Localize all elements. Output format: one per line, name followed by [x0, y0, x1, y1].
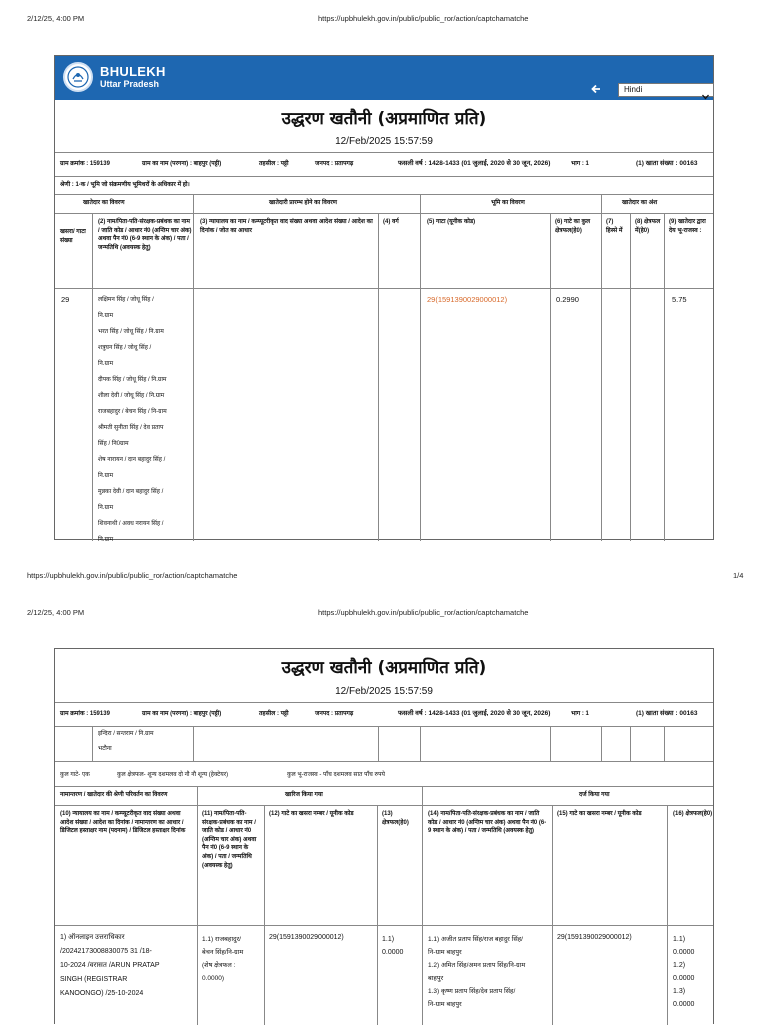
meta-part-2: भाग : 1 — [571, 711, 589, 717]
cont-owner-line: इन्दिरा / सन्तराम / नि.ग्राम — [98, 731, 154, 737]
group-header-share: खातेदार का अंश — [622, 200, 658, 206]
owner-line: शत्रुघन सिंह / जोधू सिंह / — [98, 345, 152, 351]
c10-line: SINGH (REGISTRAR — [60, 976, 128, 983]
print-url-2: https://upbhulekh.gov.in/public/public_ror/action/captchamatche — [318, 608, 529, 617]
col-header-11: (11) नाम/पिता-पति-संरक्षक-प्रबंधक का नाम / जाति कोड / आधार नं0 (अन्तिम चार अंक) अथवा पैन नं0 (6-9 स्थान के अंक) / पता / जन्मतिथि (अवयस्क हेतु) — [202, 811, 257, 869]
meta-fasli-2: फसली वर्ष : 1428-1433 (01 जुलाई, 2020 से 30 जून, 2026) — [398, 710, 551, 717]
meta-tehsil-2: तहसील : पट्टी — [259, 711, 289, 717]
c10-line: 10-2024 /वरासत /ARUN PRATAP — [60, 962, 160, 969]
col-header-7: (7) हिस्से में — [606, 219, 623, 234]
brand-name[interactable]: BHULEKH — [100, 64, 166, 79]
c14-line: 1.1) अजीत प्रताप सिंह/राज बहादुर सिंह/ — [428, 936, 523, 943]
meta-village-code: ग्राम क्रमांक : 159139 — [60, 161, 110, 167]
owner-line: नि.ग्राम — [98, 505, 114, 511]
brand-state: Uttar Pradesh — [100, 79, 160, 89]
c11-line: (शेष क्षेत्रफल : — [202, 962, 236, 969]
col-header-9: (9) खातेदार द्वारा देय भू-राजस्व : — [669, 219, 706, 234]
print-datetime: 2/12/25, 4:00 PM — [27, 14, 85, 23]
row-c10 — [60, 931, 195, 1001]
total-gata: कुल गाटे- एक — [60, 772, 90, 778]
c11-line: 1.1) राजबहादुर/ — [202, 936, 241, 943]
col-header-5: (5) गाटा (यूनीक कोड) — [427, 219, 476, 225]
row-c15: 29(1591390029000012) — [557, 934, 632, 941]
owner-line: शिवनाथी / अवध नरायन सिंह / — [98, 521, 164, 527]
meta-district: जनपद : प्रतापगढ़ — [315, 161, 354, 167]
category-line: श्रेणी : 1-क / भूमि जो संक्रमणीय भूमिधरों के अधिकार में हो। — [60, 182, 190, 188]
owner-line: नि.ग्राम — [98, 361, 114, 367]
footer-url: https://upbhulekh.gov.in/public/public_ror/action/captchamatche — [27, 571, 238, 580]
meta-village-name: ग्राम का नाम (परगना) : बाहपुर (पट्टी) — [142, 161, 222, 167]
c14-line: नि-ग्राम बाहपुर — [428, 1001, 462, 1008]
row-c12: 29(1591390029000012) — [269, 934, 344, 941]
col-header-10: (10) न्यायालय का नाम / कम्प्यूटरीकृत वाद संख्या अथवा आदेश संख्या / आदेश का दिनांक / नामान्तरण का आधार / डिजिटल हस्ताक्षर नाम (पदनाम) / डिजिटल हस्ताक्षर दिनांक — [60, 811, 186, 835]
header-bar — [55, 56, 713, 100]
meta-fasli: फसली वर्ष : 1428-1433 (01 जुलाई, 2020 से 30 जून, 2026) — [398, 160, 551, 167]
c16-line: 0.0000 — [673, 1001, 695, 1008]
owner-line: शेष नारायन / दान बहादुर सिंह / — [98, 457, 166, 463]
c16-line: 1.1) — [673, 936, 686, 943]
meta-part: भाग : 1 — [571, 161, 589, 167]
group-header-order: खातेदारी प्रारम्भ होने का विवरण — [269, 200, 337, 206]
row-area: 0.2990 — [556, 295, 579, 304]
c14-line: नि-ग्राम बाहपुर — [428, 949, 462, 956]
col-header-16: (16) क्षेत्रफल(हे0) — [673, 811, 713, 817]
owner-line: लक्षिमन सिंह / जोधू सिंह / — [98, 297, 154, 303]
document-sheet-1 — [54, 55, 714, 543]
c14-line: 1.2) अमित सिंह/अमन प्रताप सिंह/नि-ग्राम — [428, 962, 526, 969]
document-timestamp-2: 12/Feb/2025 15:57:59 — [335, 686, 433, 697]
c16-line: 0.0000 — [673, 975, 695, 982]
owner-line: मुन्नका देवी / दान बहादुर सिंह / — [98, 489, 164, 495]
col-header-8: (8) क्षेत्रफल में(हे0) — [635, 219, 661, 234]
c16-line: 1.3) — [673, 988, 686, 995]
document-title-2: उद्धरण खतौनी (अप्रमाणित प्रति) — [281, 658, 487, 678]
c13-line: 0.0000 — [382, 949, 404, 956]
language-selected-value: Hindi — [624, 85, 643, 94]
owner-line: श्रीमती सुनीता सिंह / देव प्रताप — [98, 425, 164, 431]
col-header-13: (13) क्षेत्रफल(हे0) — [382, 811, 409, 826]
col-header-15: (15) गाटे का खसरा नम्बर / यूनीक कोड — [557, 811, 642, 817]
owner-line: शीला देवी / जोधू सिंह / नि.ग्राम — [98, 393, 165, 399]
owner-line: दीपक सिंह / जोधू सिंह / नि.ग्राम — [98, 377, 167, 383]
print-url: https://upbhulekh.gov.in/public/public_ror/action/captchamatche — [318, 14, 529, 23]
row-khasra: 29 — [61, 295, 70, 304]
col-header-4: (4) वर्ग — [383, 219, 399, 225]
c10-line: /20242173008830075 31 /18- — [60, 948, 152, 955]
total-revenue: कुल भू-राजस्व - पाँच दशमलव सात पाँच रुपये — [287, 772, 385, 778]
emblem-icon — [63, 62, 93, 92]
c14-line: बाहपुर — [428, 975, 444, 982]
document-sheet-2 — [54, 648, 714, 1024]
c11-line: 0.0000) — [202, 975, 225, 982]
row-c14 — [428, 933, 552, 1011]
meta-account-2: (1) खाता संख्या : 00163 — [636, 710, 698, 717]
print-datetime-2: 2/12/25, 4:00 PM — [27, 608, 85, 617]
col-header-2: (2) नाम/पिता-पति-संरक्षक-प्रबंधक का नाम / जाति कोड / आधार नं0 (अन्तिम चार अंक) अथवा पैन नं0 (6-9 स्थान के अंक) / पता / जन्मतिथि (अवयस्क हेतु) — [98, 219, 192, 251]
owner-line: नि.ग्राम — [98, 473, 114, 479]
page-number: 1/4 — [733, 571, 744, 580]
meta-account: (1) खाता संख्या : 00163 — [636, 160, 698, 167]
cont-owner-line: भटौना — [98, 746, 112, 752]
row-c16 — [673, 933, 694, 1011]
c13-line: 1.1) — [382, 936, 395, 943]
col-header-14: (14) नाम/पिता-पति-संरक्षक-प्रबंधक का नाम / जाति कोड / आधार नं0 (अन्तिम चार अंक) अथवा पैन नं0 (6-9 स्थान के अंक) / पता / जन्मतिथि (अवयस्क हेतु) — [428, 811, 547, 835]
owner-line: भरत सिंह / जोधू सिंह / नि.ग्राम — [98, 329, 164, 335]
document-title: उद्धरण खतौनी (अप्रमाणित प्रति) — [281, 109, 487, 129]
group-header-owner: खातेदार का विवरण — [83, 200, 125, 206]
document-timestamp: 12/Feb/2025 15:57:59 — [335, 136, 433, 147]
col-header-khasra: खसरा/ गाटा संख्या — [60, 229, 86, 244]
chevron-down-icon — [702, 87, 709, 105]
row-c11 — [202, 933, 262, 985]
c11-line: बेचन सिंह/नि-ग्राम — [202, 949, 244, 956]
group-header-land: भूमि का विवरण — [491, 200, 525, 206]
row-gata-link[interactable]: 29(1591390029000012) — [427, 295, 508, 304]
owner-line: नि.ग्राम — [98, 313, 114, 319]
back-arrow-icon[interactable] — [591, 81, 601, 91]
group-header-removed: खारिज किया गया — [285, 792, 323, 798]
owner-line: सिंह / नि0ग्राम — [98, 441, 129, 447]
group-header-change: नामान्तरण / खातेदार की श्रेणी परिवर्तन का विवरण — [60, 792, 168, 798]
group-header-added: दर्ज किया गया — [579, 792, 610, 798]
language-select[interactable] — [618, 83, 714, 97]
col-header-3: (3) न्यायालय का नाम / कम्प्यूटरीकृत वाद संख्या अथवा आदेश संख्या / आदेश का दिनांक / जोत का आधार — [200, 219, 373, 234]
c10-line: 1) ऑनलाइन उत्तराधिकार — [60, 934, 125, 941]
owner-line: नि.ग्राम — [98, 537, 114, 543]
meta-village-code-2: ग्राम क्रमांक : 159139 — [60, 711, 110, 717]
c14-line: 1.3) कृष्ण प्रताप सिंह/देव प्रताप सिंह/ — [428, 988, 516, 995]
row-revenue: 5.75 — [672, 295, 687, 304]
c10-line: KANOONGO) /25-10-2024 — [60, 990, 144, 997]
total-area: कुल क्षेत्रफल- शून्य दशमलव दो नौ नौ शून्य (हेक्टेयर) — [117, 772, 229, 778]
c16-line: 0.0000 — [673, 949, 695, 956]
c16-line: 1.2) — [673, 962, 686, 969]
meta-district-2: जनपद : प्रतापगढ़ — [315, 711, 354, 717]
row-c13 — [382, 933, 403, 959]
col-header-6: (6) गाटे का कुल क्षेत्रफल(हे0) — [555, 219, 591, 234]
meta-tehsil: तहसील : पट्टी — [259, 161, 289, 167]
owner-line: राजबहादुर / बेचन सिंह / नि-ग्राम — [98, 409, 167, 415]
owner-list — [98, 292, 193, 548]
meta-village-name-2: ग्राम का नाम (परगना) : बाहपुर (पट्टी) — [142, 711, 222, 717]
col-header-12: (12) गाटे का खसरा नम्बर / यूनीक कोड — [269, 811, 354, 817]
